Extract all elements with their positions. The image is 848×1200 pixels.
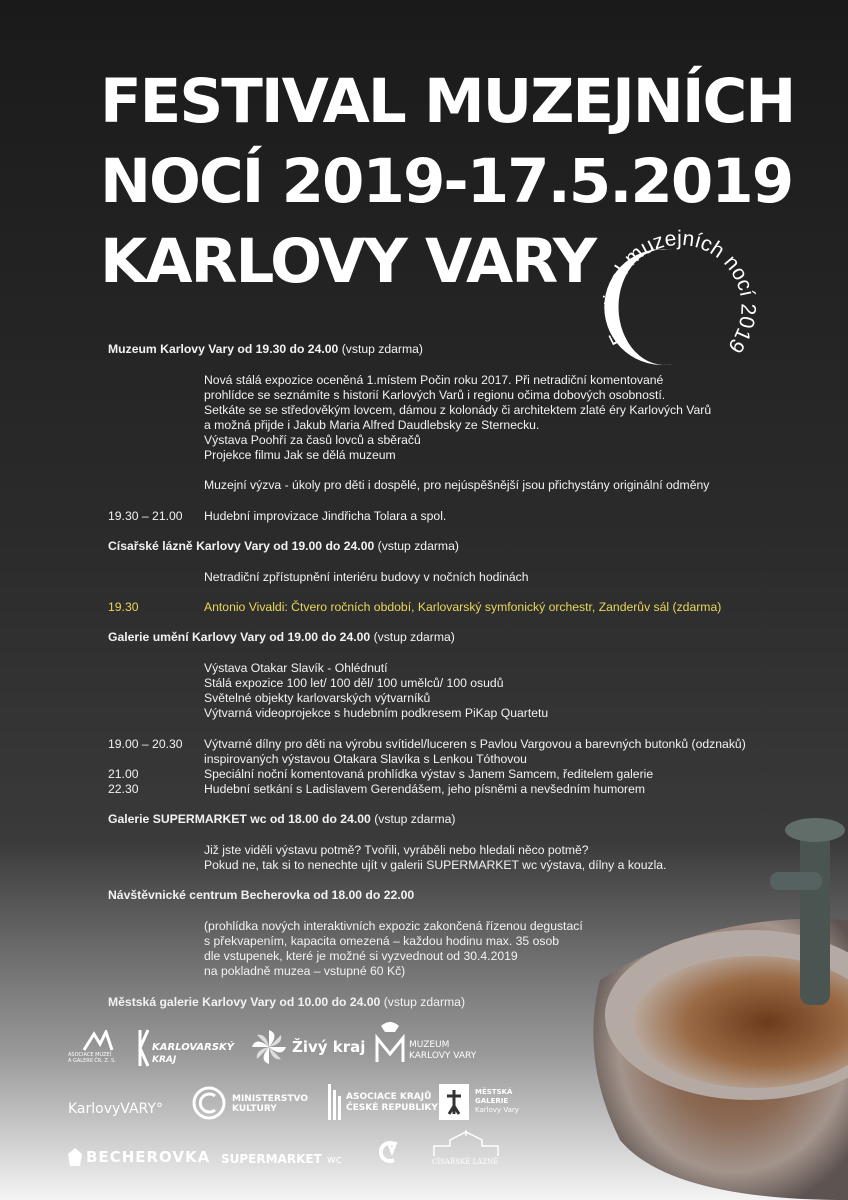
- logo-amg-line2: A GALERIÍ ČR, Z. S.: [68, 1058, 116, 1064]
- title-line-1: FESTIVAL MUZEJNÍCH: [100, 66, 795, 137]
- seal-text: Festival muzejních nocí 2019: [599, 226, 760, 358]
- logo-kraj-line2: KRAJ: [152, 1055, 177, 1065]
- description-line: Muzejní výzva - úkoly pro děti i dospělé, pro nejúspěšnější jsou přichystány originální odměny: [204, 478, 710, 492]
- logo-amg-line1: ASOCIACE MUZEÍ: [68, 1052, 112, 1058]
- logo-karlovy-vary: KarlovyVARY°: [68, 1101, 163, 1117]
- galerie-figure-icon: [439, 1084, 469, 1120]
- event-description-highlight: Antonio Vivaldi: Čtvero ročních období, Karlovarský symfonický orchestr, Zanderův sál (zdarma): [204, 600, 722, 614]
- event-time: 22.30: [108, 782, 139, 796]
- event-time: 21.00: [108, 767, 139, 781]
- description-line: Již jste viděli výstavu potmě? Tvořili, vyráběli nebo hledali něco potmě?: [204, 843, 589, 857]
- logo-akcr-line2: ČESKÉ REPUBLIKY: [346, 1103, 438, 1113]
- logo-becherovka-text: BECHEROVKA: [86, 1148, 211, 1166]
- muzeum-lion-icon: [375, 1018, 405, 1064]
- cisarske-lazne-building-icon: [430, 1130, 502, 1158]
- mk-circle-icon: [192, 1086, 226, 1120]
- event-description: inspirovaných výstavou Otakara Slavíka s Lenkou Tóthovou: [204, 752, 527, 766]
- akcr-bars-icon: [328, 1084, 342, 1120]
- logo-akcr-line1: ASOCIACE KRAJŮ: [346, 1092, 432, 1102]
- description-line: (prohlídka nových interaktivních expozic zakončená řízenou degustací: [204, 919, 583, 933]
- event-time: 19.30: [108, 600, 139, 614]
- venue-cisarske-lazne: Císařské lázně Karlovy Vary od 19.00 do 24.00 (vstup zdarma): [108, 539, 459, 553]
- description-line: Nová stálá expozice oceněná 1.místem Počin roku 2017. Při netradiční komentované: [204, 373, 664, 387]
- logo-muzeum-line2: KARLOVY VARY: [409, 1051, 477, 1061]
- description-line: dle vstupenek, které je možné si vyzvednout od 30.4.2019: [204, 949, 518, 963]
- description-line: s překvapením, kapacita omezená – každou hodinu max. 35 osob: [204, 934, 560, 948]
- amg-mark-icon: [82, 1030, 122, 1052]
- venue-galerie-umeni: Galerie umění Karlovy Vary od 19.00 do 24.00 (vstup zdarma): [108, 630, 455, 644]
- description-line: Projekce filmu Jak se dělá muzeum: [204, 448, 396, 462]
- title-line-3: KARLOVY VARY: [100, 226, 596, 297]
- logo-mk-line2: KULTURY: [232, 1104, 277, 1114]
- event-time: 19.00 – 20.30: [108, 737, 183, 751]
- pinwheel-icon: [250, 1028, 288, 1066]
- becherovka-crest-icon: [68, 1148, 82, 1166]
- venue-mestska-galerie: Městská galerie Karlovy Vary od 10.00 do 24.00 (vstup zdarma): [108, 995, 466, 1009]
- logo-muzeum-line1: MUZEUM: [409, 1040, 450, 1050]
- spa-fountain-image: [560, 800, 848, 1200]
- description-line: prohlídce se seznámíte s historií Karlových Varů i regionu očima dobových osobností.: [204, 388, 666, 402]
- description-line: Pokud ne, tak si to nenechte ujít v galerii SUPERMARKET wc výstava, dílny a kouzla.: [204, 858, 667, 872]
- venue-supermarket: Galerie SUPERMARKET wc od 18.00 do 24.00 (vstup zdarma): [108, 812, 456, 826]
- description-line: na pokladně muzea – vstupné 60 Kč): [204, 964, 406, 978]
- event-description: Speciální noční komentovaná prohlídka výstav s Janem Samcem, ředitelem galerie: [204, 767, 654, 781]
- logo-mk-line1: MINISTERSTVO: [232, 1094, 308, 1104]
- logo-wc-text: wc: [326, 1153, 342, 1166]
- logo-supermarket-text: SUPERMARKET: [221, 1152, 322, 1166]
- event-description: Hudební improvizace Jindřicha Tolara a spol.: [204, 509, 447, 523]
- event-description: Výtvarné dílny pro děti na výrobu svítidel/luceren s Pavlou Vargovou a barevných butonků (odznaků): [204, 737, 746, 751]
- venue-muzeum: Muzeum Karlovy Vary od 19.30 do 24.00 (vstup zdarma): [108, 342, 423, 356]
- event-time: 19.30 – 21.00: [108, 509, 183, 523]
- description-line: Stálá expozice 100 let/ 100 děl/ 100 umělců/ 100 osudů: [204, 676, 504, 690]
- logo-mg-line3: Karlovy Vary: [475, 1106, 519, 1114]
- description-line: Světelné objekty karlovarských výtvarníků: [204, 691, 431, 705]
- logo-mg-line1: MĚSTSKÁ: [475, 1088, 513, 1096]
- logo-cl-text: CÍSAŘSKÉ LÁZNĚ: [432, 1158, 499, 1166]
- logo-amg: [68, 1030, 128, 1064]
- description-line: Setkáte se se středověkým lovcem, dámou z kolonády či architektem zlaté éry Karlových Varů: [204, 403, 712, 417]
- cv-mark-icon: [376, 1140, 400, 1164]
- title-line-2: NOCÍ 2019-17.5.2019: [100, 146, 793, 217]
- description-line: Výstava Otakar Slavík - Ohlédnutí: [204, 661, 388, 675]
- logo-mg-line2: GALERIE: [475, 1097, 509, 1105]
- description-line: a možná přijde i Jakub Maria Alfred Daudlebsky ze Sternecku.: [204, 418, 540, 432]
- logo-zivy-text: Živý kraj: [292, 1038, 366, 1056]
- logo-kraj-line1: KARLOVARSKÝ: [152, 1042, 235, 1053]
- event-description: Hudební setkání s Ladislavem Gerendášem, jeho písněmi a nevšedním humorem: [204, 782, 646, 796]
- logo-supermarket-wc: [221, 1148, 342, 1167]
- description-line: Výstava Poohří za časů lovců a sběračů: [204, 433, 421, 447]
- festival-seal-logo: [595, 222, 765, 392]
- venue-becherovka: Návštěvnické centrum Becherovka od 18.00 do 22.00: [108, 888, 415, 902]
- kraj-mark-icon: [136, 1028, 152, 1068]
- description-line: Výtvarná videoprojekce s hudebním podkresem PiKap Quartetu: [204, 706, 549, 720]
- description-line: Netradiční zpřístupnění interiéru budovy v nočních hodinách: [204, 570, 529, 584]
